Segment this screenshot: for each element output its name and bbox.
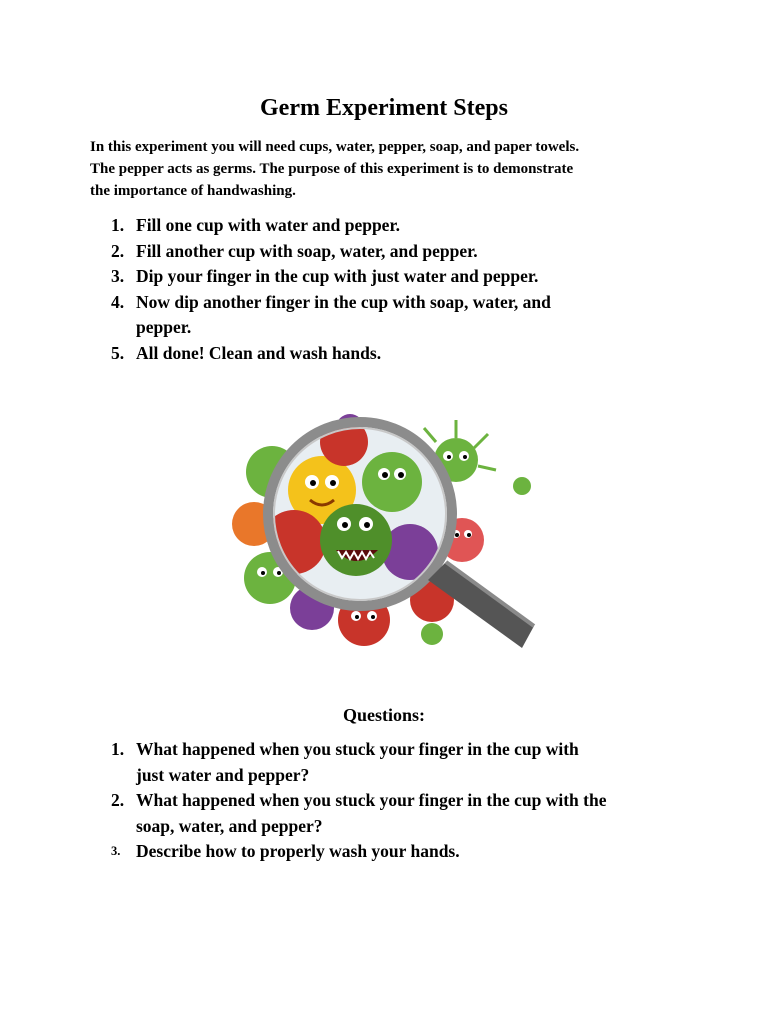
questions-heading: Questions: [342, 705, 425, 725]
item-number: 2. [111, 790, 125, 810]
item-text: What happened when you stuck your finger in the cup with the [136, 790, 607, 810]
item-text: Now dip another finger in the cup with soap, water, and [136, 291, 551, 312]
intro-line: In this experiment you will need cups, water, pepper, soap, and paper towels. [90, 139, 580, 155]
item-text: Describe how to properly wash your hands. [136, 841, 460, 861]
item-text: Fill another cup with soap, water, and pepper. [136, 240, 478, 261]
item-text: Fill one cup with water and pepper. [136, 215, 400, 235]
list-item [0, 239, 768, 265]
list-item [0, 341, 768, 367]
item-number: 2. [111, 240, 125, 261]
item-number: 1. [111, 215, 125, 235]
item-number: 3. [111, 844, 121, 858]
item-text: All done! Clean and wash hands. [136, 342, 382, 363]
intro-line: the importance of handwashing. [90, 183, 296, 199]
germs-magnifying-glass-icon [232, 412, 538, 652]
intro-line: The pepper acts as germs. The purpose of this experiment is to demonstrate [90, 161, 574, 177]
intro-paragraph [90, 136, 690, 202]
questions-list [0, 737, 768, 865]
item-text: What happened when you stuck your finger in the cup with [136, 739, 579, 759]
list-item [0, 737, 768, 788]
item-number: 3. [111, 266, 125, 286]
item-text: pepper. [136, 317, 192, 337]
item-text: soap, water, and pepper? [136, 815, 323, 836]
page-title: Germ Experiment Steps [260, 95, 508, 121]
item-number: 4. [111, 291, 125, 312]
steps-list [0, 213, 768, 366]
list-item [0, 290, 768, 341]
list-item [0, 264, 768, 290]
list-item [0, 839, 768, 865]
item-text: just water and pepper? [136, 764, 310, 785]
item-text: Dip your finger in the cup with just water and pepper. [136, 266, 539, 286]
item-number: 1. [111, 739, 125, 759]
item-number: 5. [111, 342, 125, 363]
list-item [0, 213, 768, 239]
list-item [0, 788, 768, 839]
